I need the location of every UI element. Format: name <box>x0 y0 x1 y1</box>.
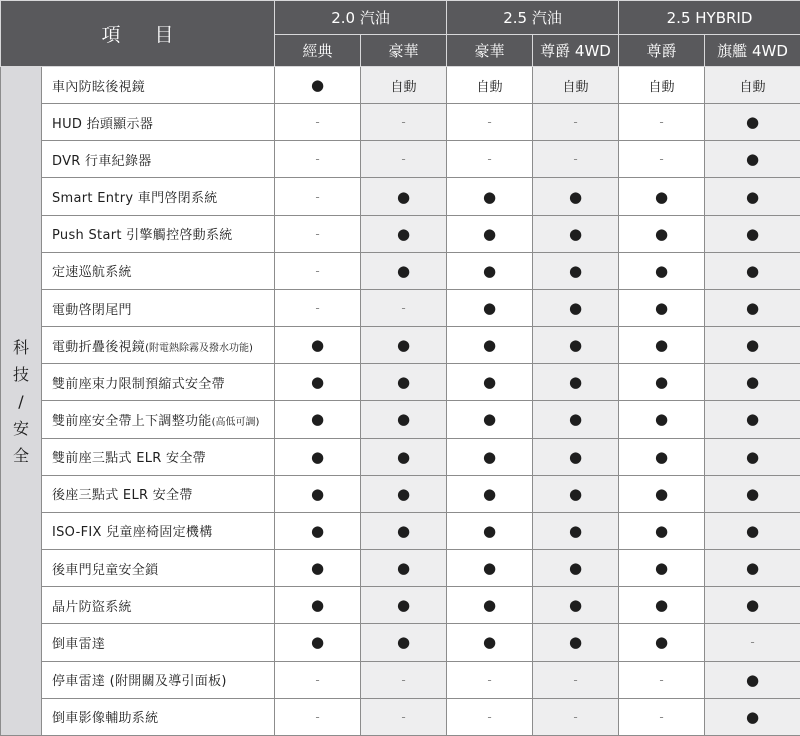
value-cell: - <box>361 289 447 326</box>
value-cell: - <box>275 178 361 215</box>
value-cell: ● <box>533 475 619 512</box>
feature-name: 後車門兒童安全鎖 <box>52 562 159 578</box>
feature-cell <box>42 141 275 178</box>
feature-cell <box>42 550 275 587</box>
value-cell: - <box>361 698 447 735</box>
table-row <box>1 475 800 512</box>
trim-header: 豪華 <box>361 35 447 67</box>
value-cell: - <box>533 104 619 141</box>
value-cell: ● <box>533 587 619 624</box>
feature-name: 雙前座安全帶上下調整功能 <box>52 413 212 429</box>
feature-cell <box>42 624 275 661</box>
value-cell: ● <box>447 327 533 364</box>
value-cell: - <box>275 215 361 252</box>
value-cell: ● <box>619 364 705 401</box>
feature-cell <box>42 587 275 624</box>
value-cell: 自動 <box>361 67 447 104</box>
value-cell: ● <box>361 327 447 364</box>
table-row <box>1 698 800 735</box>
value-cell: ● <box>447 550 533 587</box>
value-cell: ● <box>275 67 361 104</box>
feature-name: 倒車影像輔助系統 <box>52 711 159 727</box>
value-cell: ● <box>619 252 705 289</box>
value-cell: - <box>361 141 447 178</box>
value-cell: ● <box>705 289 800 326</box>
value-cell: ● <box>361 550 447 587</box>
value-cell: ● <box>447 289 533 326</box>
category-char: 技 <box>12 364 29 384</box>
value-cell: ● <box>361 364 447 401</box>
table-row <box>1 512 800 549</box>
table-row <box>1 364 800 401</box>
value-cell: ● <box>705 512 800 549</box>
value-cell: ● <box>619 178 705 215</box>
value-cell: ● <box>447 364 533 401</box>
feature-name: 後座三點式 ELR 安全帶 <box>52 488 193 504</box>
value-cell: ● <box>447 178 533 215</box>
value-cell: - <box>705 624 800 661</box>
table-row <box>1 401 800 438</box>
value-cell: ● <box>619 475 705 512</box>
feature-cell <box>42 289 275 326</box>
value-cell: - <box>447 698 533 735</box>
value-cell: ● <box>705 215 800 252</box>
feature-note: (高低可調) <box>211 416 260 428</box>
feature-name: 電動啓閉尾門 <box>52 302 132 318</box>
feature-cell <box>42 512 275 549</box>
value-cell: ● <box>705 327 800 364</box>
value-cell: - <box>275 252 361 289</box>
feature-note: (附電熱除霧及撥水功能) <box>145 342 253 354</box>
value-cell: ● <box>447 587 533 624</box>
value-cell: ● <box>275 550 361 587</box>
category-char: 全 <box>12 445 29 465</box>
trim-header: 經典 <box>275 35 361 67</box>
value-cell: ● <box>533 438 619 475</box>
value-cell: - <box>275 661 361 698</box>
table-row <box>1 624 800 661</box>
feature-name: HUD 抬頭顯示器 <box>52 116 154 132</box>
value-cell: ● <box>447 624 533 661</box>
value-cell: - <box>447 661 533 698</box>
feature-cell <box>42 475 275 512</box>
table-row <box>1 587 800 624</box>
category-label <box>1 67 42 736</box>
value-cell: - <box>275 289 361 326</box>
item-header: 項目 <box>1 1 275 67</box>
feature-name: 倒車雷達 <box>52 636 106 652</box>
table-row <box>1 438 800 475</box>
feature-name: Push Start 引擎觸控啓動系統 <box>52 228 233 244</box>
value-cell: ● <box>361 587 447 624</box>
feature-cell <box>42 401 275 438</box>
value-cell: - <box>447 104 533 141</box>
feature-name: 電動折疊後視鏡 <box>52 339 146 355</box>
value-cell: ● <box>705 550 800 587</box>
group-header-25-gas: 2.5 汽油 <box>447 1 619 35</box>
value-cell: 自動 <box>533 67 619 104</box>
value-cell: 自動 <box>705 67 800 104</box>
value-cell: ● <box>361 438 447 475</box>
value-cell: ● <box>533 550 619 587</box>
feature-cell <box>42 104 275 141</box>
value-cell: ● <box>705 178 800 215</box>
value-cell: - <box>275 104 361 141</box>
feature-name: 雙前座束力限制預縮式安全帶 <box>52 376 225 392</box>
trim-header: 豪華 <box>447 35 533 67</box>
value-cell: ● <box>275 327 361 364</box>
value-cell: ● <box>361 215 447 252</box>
feature-name: 車內防眩後視鏡 <box>52 79 146 95</box>
value-cell: ● <box>533 215 619 252</box>
value-cell: - <box>619 104 705 141</box>
value-cell: ● <box>533 252 619 289</box>
value-cell: - <box>619 141 705 178</box>
value-cell: ● <box>705 698 800 735</box>
value-cell: ● <box>275 587 361 624</box>
value-cell: ● <box>533 289 619 326</box>
feature-name: DVR 行車紀錄器 <box>52 153 152 169</box>
table-row <box>1 67 800 104</box>
value-cell: ● <box>447 252 533 289</box>
value-cell: - <box>361 104 447 141</box>
value-cell: - <box>447 141 533 178</box>
value-cell: ● <box>705 587 800 624</box>
feature-name: 停車雷達 (附開關及導引面板) <box>52 674 227 690</box>
value-cell: ● <box>705 661 800 698</box>
feature-cell <box>42 67 275 104</box>
value-cell: ● <box>619 401 705 438</box>
table-row <box>1 178 800 215</box>
value-cell: ● <box>619 215 705 252</box>
trim-header: 尊爵 <box>619 35 705 67</box>
feature-cell <box>42 364 275 401</box>
value-cell: ● <box>705 252 800 289</box>
value-cell: ● <box>447 438 533 475</box>
table-row <box>1 661 800 698</box>
value-cell: ● <box>361 624 447 661</box>
table-row <box>1 215 800 252</box>
feature-name: 雙前座三點式 ELR 安全帶 <box>52 451 206 467</box>
trim-header: 旗艦 4WD <box>705 35 800 67</box>
value-cell: ● <box>619 587 705 624</box>
value-cell: - <box>533 698 619 735</box>
feature-cell <box>42 438 275 475</box>
value-cell: ● <box>619 512 705 549</box>
value-cell: ● <box>533 327 619 364</box>
table-row <box>1 550 800 587</box>
table-row <box>1 141 800 178</box>
table-row <box>1 104 800 141</box>
value-cell: - <box>275 698 361 735</box>
value-cell: ● <box>619 327 705 364</box>
group-header-25-hybrid: 2.5 HYBRID <box>619 1 800 35</box>
value-cell: ● <box>619 550 705 587</box>
value-cell: - <box>619 661 705 698</box>
value-cell: - <box>533 141 619 178</box>
feature-cell <box>42 661 275 698</box>
value-cell: ● <box>361 252 447 289</box>
category-char: 安 <box>12 418 29 438</box>
value-cell: - <box>275 141 361 178</box>
table-row <box>1 327 800 364</box>
feature-name: Smart Entry 車門啓閉系統 <box>52 191 218 207</box>
value-cell: ● <box>361 475 447 512</box>
value-cell: ● <box>533 364 619 401</box>
value-cell: ● <box>705 475 800 512</box>
value-cell: ● <box>275 475 361 512</box>
value-cell: ● <box>705 104 800 141</box>
value-cell: ● <box>533 401 619 438</box>
value-cell: ● <box>447 475 533 512</box>
group-header-20-gas: 2.0 汽油 <box>275 1 447 35</box>
feature-cell <box>42 252 275 289</box>
value-cell: ● <box>619 289 705 326</box>
trim-header: 尊爵 4WD <box>533 35 619 67</box>
value-cell: ● <box>533 512 619 549</box>
value-cell: ● <box>361 178 447 215</box>
category-char: / <box>18 391 24 411</box>
table-row <box>1 252 800 289</box>
value-cell: 自動 <box>619 67 705 104</box>
feature-cell <box>42 698 275 735</box>
value-cell: ● <box>447 215 533 252</box>
feature-cell <box>42 178 275 215</box>
value-cell: ● <box>275 624 361 661</box>
value-cell: - <box>361 661 447 698</box>
value-cell: 自動 <box>447 67 533 104</box>
feature-cell <box>42 327 275 364</box>
value-cell: ● <box>447 401 533 438</box>
value-cell: ● <box>705 438 800 475</box>
value-cell: ● <box>275 512 361 549</box>
value-cell: ● <box>619 438 705 475</box>
value-cell: - <box>533 661 619 698</box>
value-cell: ● <box>361 401 447 438</box>
feature-cell <box>42 215 275 252</box>
value-cell: ● <box>619 624 705 661</box>
value-cell: ● <box>275 438 361 475</box>
value-cell: ● <box>705 141 800 178</box>
value-cell: ● <box>275 364 361 401</box>
value-cell: ● <box>447 512 533 549</box>
value-cell: ● <box>705 401 800 438</box>
feature-name: 定速巡航系統 <box>52 265 132 281</box>
value-cell: ● <box>533 624 619 661</box>
table-row <box>1 289 800 326</box>
value-cell: ● <box>361 512 447 549</box>
value-cell: - <box>619 698 705 735</box>
category-char: 科 <box>12 337 29 357</box>
feature-name: ISO-FIX 兒童座椅固定機構 <box>52 525 213 541</box>
value-cell: ● <box>533 178 619 215</box>
value-cell: ● <box>705 364 800 401</box>
value-cell: ● <box>275 401 361 438</box>
feature-name: 晶片防盜系統 <box>52 599 132 615</box>
